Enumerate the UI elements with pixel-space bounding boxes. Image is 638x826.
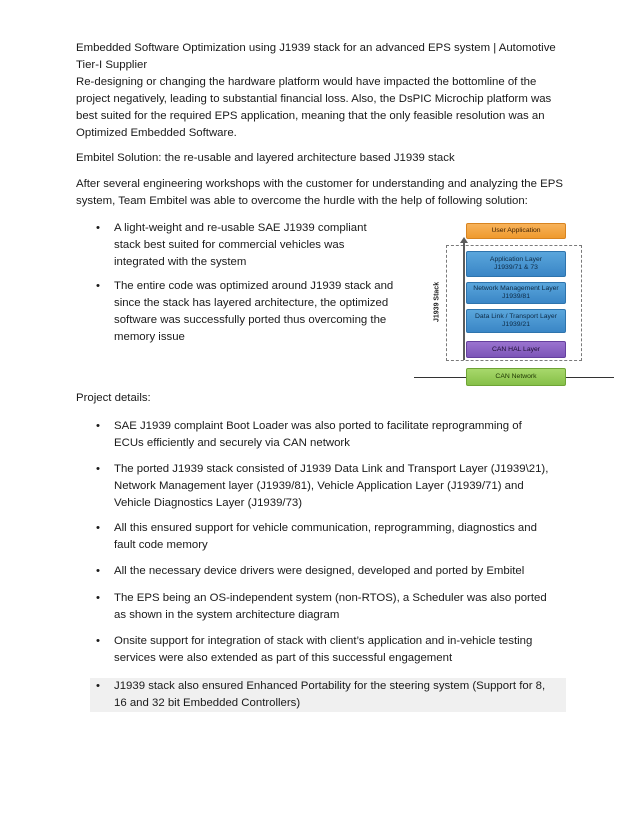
j1939-stack-diagram: [414, 220, 614, 392]
project-bullet-text: Onsite support for integration of stack with client’s application and in-vehicle testing services were also extended as part of this successful engagement: [114, 635, 533, 664]
project-bullet-text: J1939 stack also ensured Enhanced Portability for the steering system (Support for 8, 16 and 32 bit Embedded Controllers): [114, 680, 546, 709]
project-bullet-text: The ported J1939 stack consisted of J1939 Data Link and Transport Layer (J1939\21), Network Management layer (J1939/81), Vehicle Application Layer (J1939/71) and Vehicle Diagnostics Layer (J1939/73): [114, 463, 549, 509]
solution-intro-paragraph: After several engineering workshops with the customer for understanding and analyzing the EPS system, Team Embitel was able to overcome the hurdle with the help of following solution:: [76, 178, 563, 207]
can-network-block: [466, 368, 566, 386]
solution-heading: Embitel Solution: the re-usable and layered architecture based J1939 stack: [76, 152, 455, 164]
user-application-block: [466, 223, 566, 239]
project-bullet-text: The EPS being an OS-independent system (non-RTOS), a Scheduler was also ported as shown in the system architecture diagram: [114, 592, 547, 621]
can-hal-layer-block: [466, 341, 566, 358]
project-details-heading: Project details:: [76, 392, 151, 404]
bullet-mark: •: [96, 280, 100, 292]
project-bullet-text: All this ensured support for vehicle communication, reprogramming, diagnostics and fault code memory: [114, 522, 537, 551]
project-bullet-text: All the necessary device drivers were designed, developed and ported by Embitel: [114, 565, 525, 577]
user-application-label: User Application: [491, 227, 541, 234]
bullet-mark: •: [96, 463, 100, 475]
application-layer-spec: J1939/71 & 73: [494, 264, 538, 271]
application-layer-block: [466, 251, 566, 277]
network-management-layer-spec: J1939/81: [502, 293, 530, 300]
can-hal-label: CAN HAL Layer: [491, 345, 541, 353]
data-link-transport-layer-block: [466, 309, 566, 333]
can-network-label: CAN Network: [495, 373, 537, 380]
bullet-mark: •: [96, 522, 100, 534]
solution-bullet-text: The entire code was optimized around J1939 stack and since the stack has layered architecture, the optimized software was successfully ported thus overcoming the memory issue: [114, 280, 394, 343]
bullet-mark: •: [96, 420, 100, 432]
project-bullet-7: [90, 678, 566, 712]
intro-paragraph: Re-designing or changing the hardware platform would have impacted the bottomline of the project negatively, leading to substantial financial loss. Also, the DsPIC Microchip platform was best suited for the required EPS application, meaning that the only feasible resolution was an Optimized Embedded Software.: [76, 76, 552, 139]
data-link-layer-spec: J1939/21: [502, 321, 530, 328]
document-title: Embedded Software Optimization using J1939 stack for an advanced EPS system | Automotive Tier-I Supplier: [76, 42, 556, 71]
solution-bullet-text: A light-weight and re-usable SAE J1939 compliant stack best suited for commercial vehicles was integrated with the system: [114, 222, 367, 268]
bullet-mark: •: [96, 565, 100, 577]
project-bullet-text: SAE J1939 complaint Boot Loader was also ported to facilitate reprogramming of ECUs efficiently and securely via CAN network: [114, 420, 522, 449]
j1939-stack-label: J1939 Stack: [433, 281, 441, 323]
data-link-layer-label: Data Link / Transport Layer: [475, 313, 557, 320]
bullet-mark: •: [96, 222, 100, 234]
up-arrow-icon: [460, 237, 468, 243]
bullet-mark: •: [96, 680, 100, 692]
bullet-mark: •: [96, 635, 100, 647]
network-management-layer-label: Network Management Layer: [473, 285, 559, 292]
application-layer-label: Application Layer: [489, 256, 543, 263]
bullet-mark: •: [96, 592, 100, 604]
network-management-layer-block: [466, 282, 566, 304]
stack-connector-line: [463, 240, 465, 360]
